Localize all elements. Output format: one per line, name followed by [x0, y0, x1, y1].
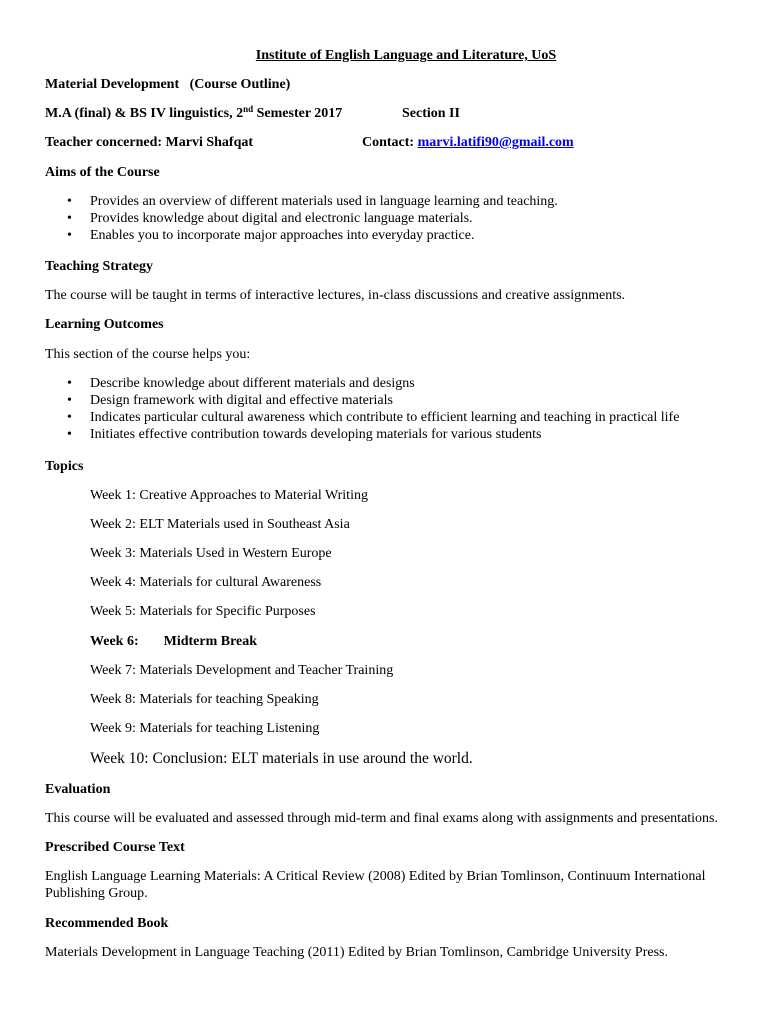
- outcomes-list: [45, 375, 679, 443]
- topic-week-10: Week 10: Conclusion: ELT materials in use around the world.: [90, 750, 473, 767]
- list-item: • Describe knowledge about different materials and designs: [45, 375, 679, 392]
- topic-week-7: Week 7: Materials Development and Teacher Training: [90, 663, 394, 678]
- strategy-heading: Teaching Strategy: [45, 259, 153, 274]
- aims-heading: Aims of the Course: [45, 165, 160, 180]
- topic-week-8: Week 8: Materials for teaching Speaking: [90, 692, 319, 707]
- recommended-heading: Recommended Book: [45, 916, 169, 931]
- teacher-line: Teacher concerned: Marvi Shafqat: [45, 135, 254, 150]
- list-item: • Provides knowledge about digital and electronic language materials.: [45, 210, 558, 227]
- institute-title: Institute of English Language and Literature, UoS: [255, 48, 557, 63]
- prescribed-heading: Prescribed Course Text: [45, 840, 185, 855]
- list-item: • Indicates particular cultural awareness which contribute to efficient learning and teaching in practical life: [45, 409, 679, 426]
- strategy-text: The course will be taught in terms of interactive lectures, in-class discussions and creative assignments.: [45, 288, 626, 303]
- topic-week-3: Week 3: Materials Used in Western Europe: [90, 546, 332, 561]
- course-title: Material Development (Course Outline): [45, 77, 291, 92]
- topic-week-5: Week 5: Materials for Specific Purposes: [90, 604, 316, 619]
- contact-email-link[interactable]: marvi.latifi90@gmail.com: [417, 135, 574, 150]
- evaluation-heading: Evaluation: [45, 782, 111, 797]
- list-item: • Provides an overview of different materials used in language learning and teaching.: [45, 193, 558, 210]
- list-item: • Design framework with digital and effective materials: [45, 392, 679, 409]
- section-label: Section II: [402, 106, 460, 121]
- list-item: • Enables you to incorporate major approaches into everyday practice.: [45, 227, 558, 244]
- evaluation-text: This course will be evaluated and assessed through mid-term and final exams along with assignments and presentations.: [45, 811, 719, 826]
- topic-week-1: Week 1: Creative Approaches to Material Writing: [90, 488, 368, 503]
- outcomes-intro: This section of the course helps you:: [45, 347, 251, 362]
- recommended-text: Materials Development in Language Teaching (2011) Edited by Brian Tomlinson, Cambridge University Press.: [45, 945, 668, 960]
- list-item: • Initiates effective contribution towards developing materials for various students: [45, 426, 679, 443]
- outcomes-heading: Learning Outcomes: [45, 317, 164, 332]
- topic-week-2: Week 2: ELT Materials used in Southeast Asia: [90, 517, 350, 532]
- aims-list: [45, 193, 558, 244]
- contact-line: Contact: marvi.latifi90@gmail.com: [362, 135, 574, 150]
- topic-week-9: Week 9: Materials for teaching Listening: [90, 721, 320, 736]
- program-line: M.A (final) & BS IV linguistics, 2nd Semester 2017: [45, 104, 343, 121]
- topic-week-6: Week 6: Midterm Break: [90, 634, 258, 649]
- topic-week-4: Week 4: Materials for cultural Awareness: [90, 575, 322, 590]
- topics-heading: Topics: [45, 459, 84, 474]
- prescribed-text-line2: Publishing Group.: [45, 886, 148, 901]
- prescribed-text-line1: English Language Learning Materials: A Critical Review (2008) Edited by Brian Tomlinson, Continuum International: [45, 869, 706, 884]
